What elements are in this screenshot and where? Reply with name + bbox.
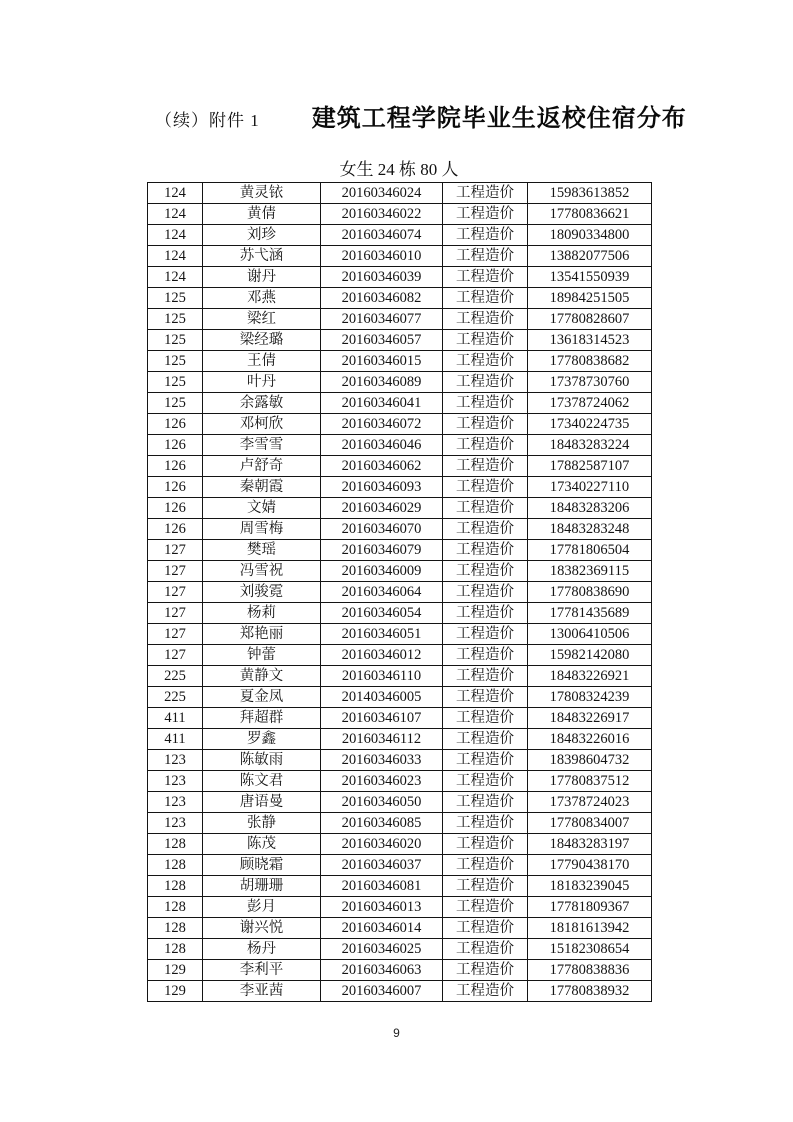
table-row bbox=[148, 981, 652, 1002]
cell-student-id: 20160346079 bbox=[321, 540, 443, 561]
cell-room-number: 124 bbox=[148, 267, 203, 288]
cell-phone-number: 17781435689 bbox=[528, 603, 652, 624]
cell-student-id: 20160346014 bbox=[321, 918, 443, 939]
cell-student-id: 20160346082 bbox=[321, 288, 443, 309]
cell-major: 工程造价 bbox=[443, 351, 528, 372]
cell-major: 工程造价 bbox=[443, 204, 528, 225]
cell-room-number: 126 bbox=[148, 498, 203, 519]
cell-student-id: 20160346107 bbox=[321, 708, 443, 729]
cell-major: 工程造价 bbox=[443, 855, 528, 876]
cell-room-number: 125 bbox=[148, 288, 203, 309]
cell-major: 工程造价 bbox=[443, 939, 528, 960]
table-row bbox=[148, 246, 652, 267]
cell-major: 工程造价 bbox=[443, 624, 528, 645]
cell-phone-number: 17808324239 bbox=[528, 687, 652, 708]
cell-room-number: 126 bbox=[148, 456, 203, 477]
table-row bbox=[148, 309, 652, 330]
cell-room-number: 126 bbox=[148, 414, 203, 435]
cell-major: 工程造价 bbox=[443, 435, 528, 456]
cell-student-name: 谢丹 bbox=[203, 267, 321, 288]
cell-major: 工程造价 bbox=[443, 792, 528, 813]
table-row bbox=[148, 771, 652, 792]
cell-room-number: 126 bbox=[148, 435, 203, 456]
cell-room-number: 124 bbox=[148, 183, 203, 204]
cell-room-number: 411 bbox=[148, 708, 203, 729]
cell-student-id: 20160346077 bbox=[321, 309, 443, 330]
cell-phone-number: 18483283206 bbox=[528, 498, 652, 519]
cell-room-number: 124 bbox=[148, 204, 203, 225]
table-row bbox=[148, 477, 652, 498]
table-row bbox=[148, 183, 652, 204]
cell-phone-number: 17378724062 bbox=[528, 393, 652, 414]
attachment-label: （续）附件 1 bbox=[155, 111, 260, 130]
cell-student-name: 胡珊珊 bbox=[203, 876, 321, 897]
cell-room-number: 123 bbox=[148, 750, 203, 771]
cell-major: 工程造价 bbox=[443, 519, 528, 540]
table-row bbox=[148, 267, 652, 288]
cell-student-id: 20160346085 bbox=[321, 813, 443, 834]
cell-student-id: 20160346012 bbox=[321, 645, 443, 666]
table-row bbox=[148, 393, 652, 414]
table-row bbox=[148, 204, 652, 225]
cell-phone-number: 17790438170 bbox=[528, 855, 652, 876]
cell-student-id: 20160346070 bbox=[321, 519, 443, 540]
cell-major: 工程造价 bbox=[443, 750, 528, 771]
cell-phone-number: 18483226921 bbox=[528, 666, 652, 687]
cell-major: 工程造价 bbox=[443, 960, 528, 981]
table-row bbox=[148, 603, 652, 624]
cell-major: 工程造价 bbox=[443, 288, 528, 309]
cell-major: 工程造价 bbox=[443, 246, 528, 267]
cell-major: 工程造价 bbox=[443, 267, 528, 288]
cell-room-number: 127 bbox=[148, 603, 203, 624]
table-row bbox=[148, 540, 652, 561]
table-row bbox=[148, 666, 652, 687]
cell-student-id: 20160346033 bbox=[321, 750, 443, 771]
cell-room-number: 125 bbox=[148, 372, 203, 393]
cell-student-name: 周雪梅 bbox=[203, 519, 321, 540]
cell-student-name: 杨莉 bbox=[203, 603, 321, 624]
cell-room-number: 411 bbox=[148, 729, 203, 750]
cell-student-name: 邓柯欣 bbox=[203, 414, 321, 435]
table-row bbox=[148, 750, 652, 771]
cell-room-number: 225 bbox=[148, 687, 203, 708]
cell-phone-number: 17781806504 bbox=[528, 540, 652, 561]
cell-major: 工程造价 bbox=[443, 372, 528, 393]
cell-room-number: 128 bbox=[148, 855, 203, 876]
document-header bbox=[155, 98, 687, 133]
cell-student-name: 李雪雪 bbox=[203, 435, 321, 456]
table-row bbox=[148, 645, 652, 666]
table-row bbox=[148, 456, 652, 477]
cell-major: 工程造价 bbox=[443, 603, 528, 624]
cell-phone-number: 18984251505 bbox=[528, 288, 652, 309]
cell-student-id: 20160346081 bbox=[321, 876, 443, 897]
cell-student-id: 20160346046 bbox=[321, 435, 443, 456]
cell-room-number: 127 bbox=[148, 582, 203, 603]
cell-student-id: 20160346074 bbox=[321, 225, 443, 246]
cell-student-name: 余露敏 bbox=[203, 393, 321, 414]
cell-phone-number: 17378730760 bbox=[528, 372, 652, 393]
cell-student-name: 冯雪祝 bbox=[203, 561, 321, 582]
cell-phone-number: 17340224735 bbox=[528, 414, 652, 435]
roster-body bbox=[148, 183, 652, 1002]
cell-student-name: 苏弋涵 bbox=[203, 246, 321, 267]
cell-student-id: 20160346093 bbox=[321, 477, 443, 498]
cell-student-id: 20160346023 bbox=[321, 771, 443, 792]
cell-phone-number: 15983613852 bbox=[528, 183, 652, 204]
cell-major: 工程造价 bbox=[443, 183, 528, 204]
table-row bbox=[148, 498, 652, 519]
cell-major: 工程造价 bbox=[443, 330, 528, 351]
cell-student-name: 张静 bbox=[203, 813, 321, 834]
cell-phone-number: 18183239045 bbox=[528, 876, 652, 897]
cell-room-number: 128 bbox=[148, 876, 203, 897]
cell-major: 工程造价 bbox=[443, 729, 528, 750]
cell-major: 工程造价 bbox=[443, 708, 528, 729]
cell-student-name: 黄倩 bbox=[203, 204, 321, 225]
table-row bbox=[148, 939, 652, 960]
cell-major: 工程造价 bbox=[443, 498, 528, 519]
cell-student-name: 钟蕾 bbox=[203, 645, 321, 666]
cell-phone-number: 18090334800 bbox=[528, 225, 652, 246]
table-row bbox=[148, 960, 652, 981]
cell-major: 工程造价 bbox=[443, 834, 528, 855]
cell-phone-number: 18483283248 bbox=[528, 519, 652, 540]
cell-student-id: 20160346024 bbox=[321, 183, 443, 204]
page-title: 建筑工程学院毕业生返校住宿分布 bbox=[311, 105, 687, 132]
table-row bbox=[148, 519, 652, 540]
cell-major: 工程造价 bbox=[443, 561, 528, 582]
cell-student-name: 邓燕 bbox=[203, 288, 321, 309]
table-row bbox=[148, 582, 652, 603]
cell-student-name: 郑艳丽 bbox=[203, 624, 321, 645]
cell-student-id: 20140346005 bbox=[321, 687, 443, 708]
cell-student-name: 卢舒奇 bbox=[203, 456, 321, 477]
table-row bbox=[148, 876, 652, 897]
cell-student-name: 顾晓霜 bbox=[203, 855, 321, 876]
table-row bbox=[148, 855, 652, 876]
cell-phone-number: 13006410506 bbox=[528, 624, 652, 645]
cell-room-number: 125 bbox=[148, 330, 203, 351]
cell-phone-number: 17781809367 bbox=[528, 897, 652, 918]
cell-student-name: 文婧 bbox=[203, 498, 321, 519]
cell-student-id: 20160346051 bbox=[321, 624, 443, 645]
cell-student-name: 秦朝霞 bbox=[203, 477, 321, 498]
cell-major: 工程造价 bbox=[443, 897, 528, 918]
cell-major: 工程造价 bbox=[443, 540, 528, 561]
cell-major: 工程造价 bbox=[443, 414, 528, 435]
cell-major: 工程造价 bbox=[443, 981, 528, 1002]
cell-student-name: 黄灵铱 bbox=[203, 183, 321, 204]
cell-phone-number: 18483226917 bbox=[528, 708, 652, 729]
cell-student-name: 李利平 bbox=[203, 960, 321, 981]
cell-major: 工程造价 bbox=[443, 876, 528, 897]
cell-phone-number: 17780828607 bbox=[528, 309, 652, 330]
cell-room-number: 129 bbox=[148, 981, 203, 1002]
table-row bbox=[148, 897, 652, 918]
table-row bbox=[148, 813, 652, 834]
cell-student-id: 20160346089 bbox=[321, 372, 443, 393]
cell-student-name: 刘珍 bbox=[203, 225, 321, 246]
cell-phone-number: 18181613942 bbox=[528, 918, 652, 939]
cell-room-number: 127 bbox=[148, 540, 203, 561]
cell-student-id: 20160346039 bbox=[321, 267, 443, 288]
cell-student-name: 叶丹 bbox=[203, 372, 321, 393]
cell-room-number: 128 bbox=[148, 897, 203, 918]
table-row bbox=[148, 708, 652, 729]
cell-student-id: 20160346057 bbox=[321, 330, 443, 351]
table-row bbox=[148, 414, 652, 435]
table-row bbox=[148, 225, 652, 246]
cell-student-name: 罗鑫 bbox=[203, 729, 321, 750]
cell-major: 工程造价 bbox=[443, 309, 528, 330]
cell-student-id: 20160346041 bbox=[321, 393, 443, 414]
cell-room-number: 125 bbox=[148, 393, 203, 414]
cell-student-id: 20160346050 bbox=[321, 792, 443, 813]
cell-student-id: 20160346020 bbox=[321, 834, 443, 855]
cell-room-number: 124 bbox=[148, 225, 203, 246]
cell-phone-number: 17780834007 bbox=[528, 813, 652, 834]
table-row bbox=[148, 330, 652, 351]
cell-room-number: 125 bbox=[148, 309, 203, 330]
table-caption-dorm-summary: 女生 24 栋 80 人 bbox=[339, 160, 459, 179]
cell-student-name: 王倩 bbox=[203, 351, 321, 372]
cell-student-id: 20160346110 bbox=[321, 666, 443, 687]
table-row bbox=[148, 918, 652, 939]
cell-student-name: 陈文君 bbox=[203, 771, 321, 792]
cell-major: 工程造价 bbox=[443, 918, 528, 939]
cell-student-id: 20160346009 bbox=[321, 561, 443, 582]
cell-student-id: 20160346013 bbox=[321, 897, 443, 918]
cell-phone-number: 17780838836 bbox=[528, 960, 652, 981]
cell-room-number: 124 bbox=[148, 246, 203, 267]
cell-phone-number: 18483226016 bbox=[528, 729, 652, 750]
cell-student-name: 彭月 bbox=[203, 897, 321, 918]
cell-major: 工程造价 bbox=[443, 225, 528, 246]
table-row bbox=[148, 288, 652, 309]
cell-room-number: 128 bbox=[148, 939, 203, 960]
cell-student-id: 20160346062 bbox=[321, 456, 443, 477]
cell-phone-number: 18483283197 bbox=[528, 834, 652, 855]
cell-student-id: 20160346015 bbox=[321, 351, 443, 372]
cell-room-number: 127 bbox=[148, 561, 203, 582]
cell-student-name: 梁经璐 bbox=[203, 330, 321, 351]
cell-student-name: 樊瑶 bbox=[203, 540, 321, 561]
cell-phone-number: 18398604732 bbox=[528, 750, 652, 771]
table-row bbox=[148, 729, 652, 750]
cell-student-id: 20160346007 bbox=[321, 981, 443, 1002]
cell-major: 工程造价 bbox=[443, 666, 528, 687]
cell-room-number: 123 bbox=[148, 771, 203, 792]
cell-student-id: 20160346029 bbox=[321, 498, 443, 519]
cell-major: 工程造价 bbox=[443, 477, 528, 498]
cell-student-id: 20160346063 bbox=[321, 960, 443, 981]
cell-phone-number: 17780836621 bbox=[528, 204, 652, 225]
table-row bbox=[148, 792, 652, 813]
cell-student-name: 李亚茜 bbox=[203, 981, 321, 1002]
cell-room-number: 126 bbox=[148, 519, 203, 540]
cell-phone-number: 17882587107 bbox=[528, 456, 652, 477]
cell-room-number: 128 bbox=[148, 834, 203, 855]
cell-student-name: 梁红 bbox=[203, 309, 321, 330]
table-row bbox=[148, 624, 652, 645]
cell-student-name: 唐语曼 bbox=[203, 792, 321, 813]
cell-student-id: 20160346064 bbox=[321, 582, 443, 603]
cell-student-id: 20160346112 bbox=[321, 729, 443, 750]
page-number: 9 bbox=[393, 1026, 400, 1040]
cell-room-number: 123 bbox=[148, 792, 203, 813]
cell-major: 工程造价 bbox=[443, 582, 528, 603]
cell-student-name: 黄静文 bbox=[203, 666, 321, 687]
cell-student-name: 刘骏霓 bbox=[203, 582, 321, 603]
roster-table bbox=[147, 182, 652, 1002]
table-row bbox=[148, 561, 652, 582]
table-row bbox=[148, 435, 652, 456]
cell-room-number: 127 bbox=[148, 624, 203, 645]
cell-major: 工程造价 bbox=[443, 687, 528, 708]
cell-student-name: 夏金凤 bbox=[203, 687, 321, 708]
cell-phone-number: 17780838690 bbox=[528, 582, 652, 603]
cell-room-number: 128 bbox=[148, 918, 203, 939]
cell-student-name: 杨丹 bbox=[203, 939, 321, 960]
cell-phone-number: 13618314523 bbox=[528, 330, 652, 351]
cell-phone-number: 17780837512 bbox=[528, 771, 652, 792]
cell-phone-number: 13882077506 bbox=[528, 246, 652, 267]
cell-student-id: 20160346025 bbox=[321, 939, 443, 960]
table-row bbox=[148, 372, 652, 393]
cell-phone-number: 13541550939 bbox=[528, 267, 652, 288]
cell-room-number: 126 bbox=[148, 477, 203, 498]
cell-phone-number: 17378724023 bbox=[528, 792, 652, 813]
cell-student-id: 20160346010 bbox=[321, 246, 443, 267]
table-row bbox=[148, 687, 652, 708]
table-row bbox=[148, 834, 652, 855]
cell-phone-number: 18382369115 bbox=[528, 561, 652, 582]
cell-major: 工程造价 bbox=[443, 456, 528, 477]
cell-student-name: 拜超群 bbox=[203, 708, 321, 729]
cell-room-number: 129 bbox=[148, 960, 203, 981]
cell-major: 工程造价 bbox=[443, 645, 528, 666]
cell-student-id: 20160346022 bbox=[321, 204, 443, 225]
cell-phone-number: 17780838682 bbox=[528, 351, 652, 372]
cell-student-id: 20160346037 bbox=[321, 855, 443, 876]
cell-phone-number: 15982142080 bbox=[528, 645, 652, 666]
cell-phone-number: 17340227110 bbox=[528, 477, 652, 498]
table-row bbox=[148, 351, 652, 372]
cell-room-number: 225 bbox=[148, 666, 203, 687]
cell-room-number: 125 bbox=[148, 351, 203, 372]
cell-student-name: 谢兴悦 bbox=[203, 918, 321, 939]
cell-student-id: 20160346072 bbox=[321, 414, 443, 435]
cell-major: 工程造价 bbox=[443, 813, 528, 834]
cell-room-number: 123 bbox=[148, 813, 203, 834]
cell-phone-number: 15182308654 bbox=[528, 939, 652, 960]
cell-major: 工程造价 bbox=[443, 771, 528, 792]
cell-phone-number: 18483283224 bbox=[528, 435, 652, 456]
cell-major: 工程造价 bbox=[443, 393, 528, 414]
cell-phone-number: 17780838932 bbox=[528, 981, 652, 1002]
cell-student-id: 20160346054 bbox=[321, 603, 443, 624]
cell-student-name: 陈茂 bbox=[203, 834, 321, 855]
cell-room-number: 127 bbox=[148, 645, 203, 666]
cell-student-name: 陈敏雨 bbox=[203, 750, 321, 771]
